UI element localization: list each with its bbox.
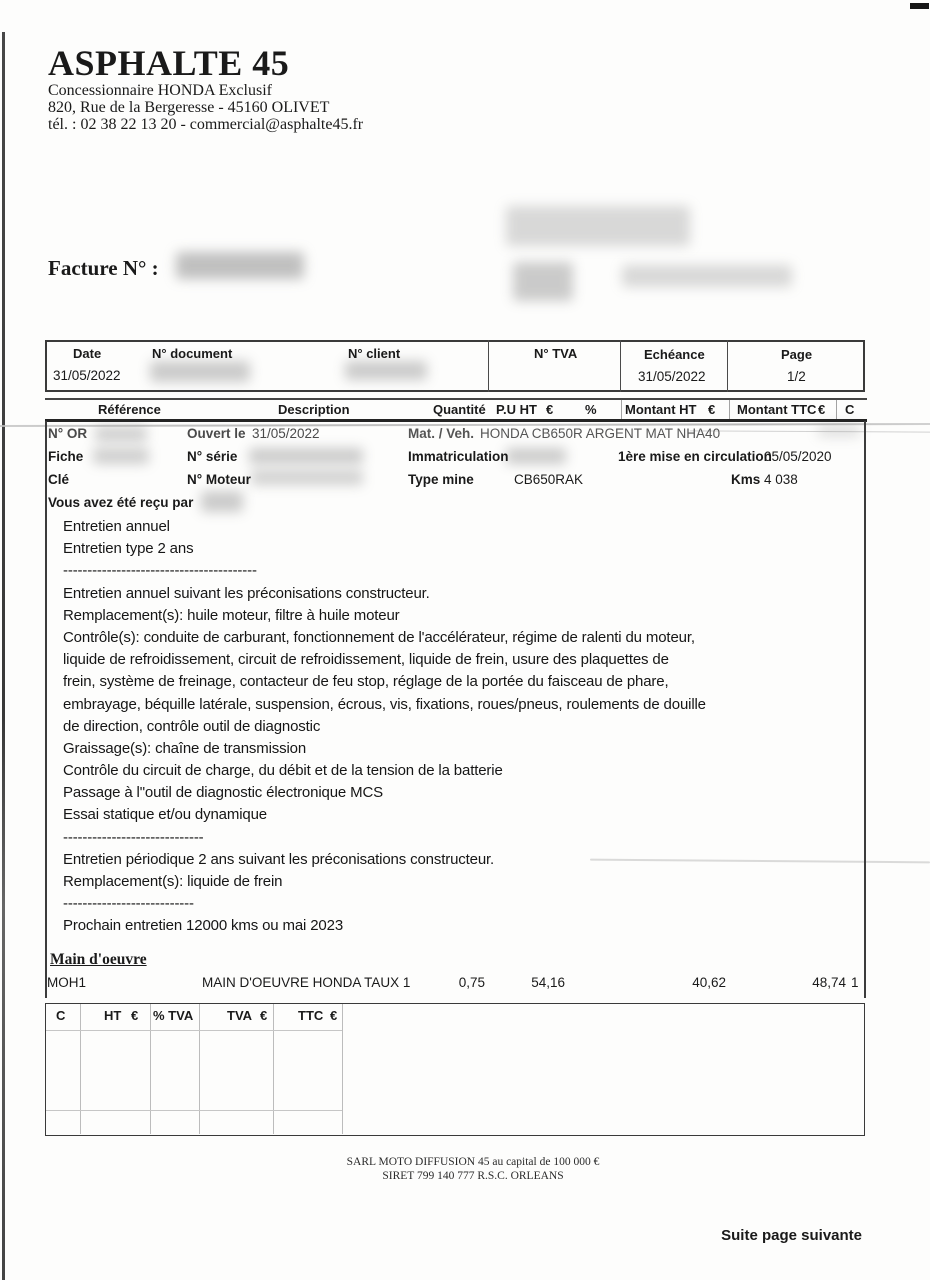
redacted-invoice-number [176,252,304,279]
totals-col-tva-pct: % TVA [153,1008,194,1023]
key-label: Clé [48,472,70,487]
redacted-plate [506,448,566,464]
plate-label: Immatriculation [408,449,509,464]
redacted-serial-number [249,448,363,464]
redacted-advisor [201,491,243,512]
work-line: frein, système de freinage, contacteur de feu stop, réglage de la portée du faisceau de phare, [63,673,669,691]
col-reference: Référence [98,402,161,417]
work-line: --------------------------- [63,895,194,913]
col-percent: % [585,402,597,417]
table-border [45,421,47,998]
col-montant-ttc: Montant TTC [737,402,817,417]
work-line: Remplacement(s): huile moteur, filtre à huile moteur [63,606,400,624]
labor-section-title: Main d'oeuvre [50,951,147,968]
dealer-address: 820, Rue de la Bergeresse - 45160 OLIVET [48,99,330,116]
table-rule [46,1110,342,1111]
labor-quantity: 0,75 [458,975,485,990]
euro-sign: € [330,1008,338,1023]
labor-amount-ttc: 48,74 [812,975,846,990]
euro-sign: € [708,402,716,417]
invoice-date: 31/05/2022 [53,368,121,383]
dealer-subtitle: Concessionnaire HONDA Exclusif [48,82,272,99]
next-page-note: Suite page suivante [721,1227,862,1244]
table-divider [80,1004,81,1134]
dealer-contact: tél. : 02 38 22 13 20 - commercial@asphalte45.fr [48,116,364,133]
redacted-customer-block [506,206,690,246]
labor-c-code: 1 [851,975,859,990]
work-line: Remplacement(s): liquide de frein [63,873,283,890]
legal-line: SARL MOTO DIFFUSION 45 au capital de 100 000 € [346,1156,600,1168]
table-divider [620,340,621,392]
col-document: N° document [152,346,233,361]
table-divider [199,1004,200,1134]
col-page: Page [781,347,813,362]
company-legal-footer [303,1156,643,1183]
scan-corner-artifact [910,3,929,9]
col-echeance: Echéance [644,347,705,362]
col-montant-ht: Montant HT [625,402,697,417]
redacted-customer-block [513,262,573,301]
vehicle-model: HONDA CB650R ARGENT MAT NHA40 [480,426,721,441]
col-quantite: Quantité [433,402,486,417]
euro-sign: € [546,402,554,417]
labor-ref: MOH1 [47,975,87,990]
col-tva: N° TVA [534,346,578,361]
invoice-page-number: 1/2 [787,369,806,384]
table-divider [621,399,622,419]
legal-line: SIRET 799 140 777 R.S.C. ORLEANS [382,1169,564,1182]
work-line: embrayage, béquille latérale, suspension, écrous, vis, fixations, roues/pneus, roulements de douille [63,695,706,713]
redacted-engine-number [251,470,363,485]
type-mine-label: Type mine [408,472,474,487]
vehicle-label: Mat. / Veh. [408,426,475,441]
kms-label: Kms [731,472,761,487]
work-line: de direction, contrôle outil de diagnostic [63,717,321,735]
scan-smudge [818,424,860,437]
work-line: Graissage(s): chaîne de transmission [63,739,307,757]
or-number-label: N° OR [48,426,88,441]
invoice-due-date: 31/05/2022 [638,369,706,384]
first-registration-label: 1ère mise en circulation [618,449,772,464]
labor-description: MAIN D'OEUVRE HONDA TAUX 1 [202,975,411,990]
work-line: ----------------------------- [63,828,204,846]
col-description: Description [278,402,350,417]
work-line: Entretien annuel [63,518,170,535]
work-line: Contrôle(s): conduite de carburant, fonctionnement de l'accélérateur, régime de ralenti du moteur, [63,628,695,646]
redacted-fiche [93,448,149,464]
table-divider [727,340,728,392]
work-description [63,516,823,938]
table-rule [46,1030,342,1031]
table-divider [729,399,730,419]
work-line: Essai statique et/ou dynamique [63,806,267,824]
scan-edge-artifact [2,32,5,1280]
col-date: Date [73,346,102,361]
first-registration-date: 05/05/2020 [764,449,832,464]
work-line: ---------------------------------------- [63,562,257,580]
redacted-or-number [95,426,147,442]
totals-col-ht: HT [104,1008,122,1023]
table-divider [488,340,489,392]
labor-amount-ht: 40,62 [692,975,726,990]
work-line: Passage à l"outil de diagnostic électronique MCS [63,784,383,802]
paper-crease [690,430,930,432]
euro-sign: € [131,1008,139,1023]
table-rule [45,419,867,422]
euro-sign: € [260,1008,268,1023]
totals-col-ttc: TTC [298,1008,324,1023]
table-divider [273,1004,274,1134]
totals-col-tva: TVA [227,1008,253,1023]
invoice-number-label: Facture N° : [48,256,159,280]
table-divider [150,1004,151,1134]
redacted-customer-block [622,265,792,287]
totals-col-c: C [56,1008,66,1023]
serial-label: N° série [187,449,238,464]
engine-number-label: N° Moteur [187,472,251,487]
opened-label: Ouvert le [187,426,246,441]
fiche-label: Fiche [48,449,84,464]
table-border [864,421,866,998]
col-c: C [845,402,855,417]
work-line: Entretien type 2 ans [63,540,194,558]
kms-value: 4 038 [764,472,798,487]
table-divider [836,399,837,419]
work-line: liquide de refroidissement, circuit de refroidissement, liquide de frein, usure des plaquettes de [63,651,669,669]
euro-sign: € [818,402,826,417]
col-pu-ht: P.U HT [496,402,537,417]
work-line: Prochain entretien 12000 kms ou mai 2023 [63,917,344,935]
table-rule [45,398,867,400]
labor-unit-price: 54,16 [531,975,565,990]
received-by-label: Vous avez été reçu par [48,495,194,510]
work-line: Entretien annuel suivant les préconisations constructeur. [63,584,430,602]
type-mine-value: CB650RAK [514,472,584,487]
table-divider [342,1004,343,1134]
col-client: N° client [348,346,401,361]
work-line: Contrôle du circuit de charge, du débit et de la tension de la batterie [63,762,503,780]
work-line: Entretien périodique 2 ans suivant les préconisations constructeur. [63,850,495,868]
opened-date: 31/05/2022 [252,426,320,441]
dealer-name: ASPHALTE 45 [48,43,290,83]
